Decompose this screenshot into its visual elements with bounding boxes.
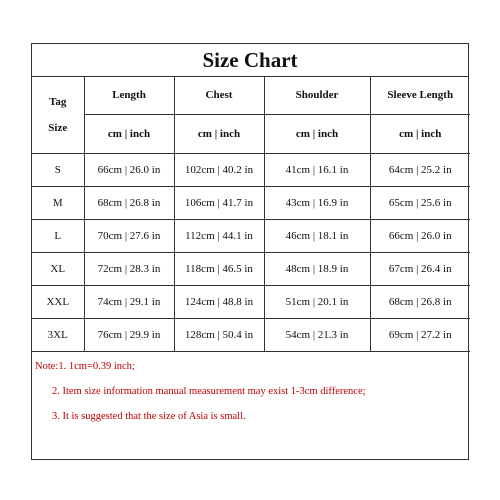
size-label-cell: M bbox=[32, 186, 84, 219]
note-line-3: 3. It is suggested that the size of Asia is small. bbox=[52, 410, 246, 422]
table-cell: 41cm | 16.1 in bbox=[264, 153, 370, 186]
size-label: Size bbox=[48, 121, 68, 134]
table-cell: 66cm | 26.0 in bbox=[84, 153, 174, 186]
chart-title: Size Chart bbox=[32, 44, 468, 77]
size-label-cell: S bbox=[32, 153, 84, 186]
size-chart bbox=[31, 43, 469, 460]
tag-label: Tag bbox=[49, 95, 67, 108]
table-cell: 68cm | 26.8 in bbox=[370, 285, 470, 318]
table-cell: 43cm | 16.9 in bbox=[264, 186, 370, 219]
tag-size-header bbox=[32, 77, 84, 153]
column-header-sleeve-length: Sleeve Length bbox=[370, 77, 470, 114]
notes-section bbox=[32, 352, 468, 435]
table-cell: 70cm | 27.6 in bbox=[84, 219, 174, 252]
table-row bbox=[32, 219, 470, 252]
table-row bbox=[32, 252, 470, 285]
table-cell: 106cm | 41.7 in bbox=[174, 186, 264, 219]
table-row bbox=[32, 285, 470, 318]
column-header-shoulder: Shoulder bbox=[264, 77, 370, 114]
column-header-length: Length bbox=[84, 77, 174, 114]
table-cell: 68cm | 26.8 in bbox=[84, 186, 174, 219]
column-header-chest: Chest bbox=[174, 77, 264, 114]
table-row bbox=[32, 186, 470, 219]
table-cell: 74cm | 29.1 in bbox=[84, 285, 174, 318]
table-cell: 51cm | 20.1 in bbox=[264, 285, 370, 318]
table-row bbox=[32, 153, 470, 186]
table-cell: 102cm | 40.2 in bbox=[174, 153, 264, 186]
table-cell: 124cm | 48.8 in bbox=[174, 285, 264, 318]
table-cell: 46cm | 18.1 in bbox=[264, 219, 370, 252]
table-cell: 48cm | 18.9 in bbox=[264, 252, 370, 285]
table-unit-row bbox=[32, 114, 470, 153]
size-label-cell: L bbox=[32, 219, 84, 252]
table-cell: 54cm | 21.3 in bbox=[264, 318, 370, 351]
table-cell: 65cm | 25.6 in bbox=[370, 186, 470, 219]
note-line-1: Note:1. 1cm=0.39 inch; bbox=[35, 360, 135, 372]
table-cell: 112cm | 44.1 in bbox=[174, 219, 264, 252]
size-label-cell: XXL bbox=[32, 285, 84, 318]
size-label-cell: 3XL bbox=[32, 318, 84, 351]
unit-chest: cm | inch bbox=[174, 114, 264, 153]
table-cell: 64cm | 25.2 in bbox=[370, 153, 470, 186]
note-line-2: 2. Item size information manual measurement may exist 1-3cm difference; bbox=[52, 385, 366, 397]
table-cell: 72cm | 28.3 in bbox=[84, 252, 174, 285]
unit-shoulder: cm | inch bbox=[264, 114, 370, 153]
table-cell: 66cm | 26.0 in bbox=[370, 219, 470, 252]
table-cell: 69cm | 27.2 in bbox=[370, 318, 470, 351]
size-label-cell: XL bbox=[32, 252, 84, 285]
size-table bbox=[32, 77, 470, 352]
table-cell: 128cm | 50.4 in bbox=[174, 318, 264, 351]
table-cell: 76cm | 29.9 in bbox=[84, 318, 174, 351]
table-cell: 67cm | 26.4 in bbox=[370, 252, 470, 285]
unit-sleeve-length: cm | inch bbox=[370, 114, 470, 153]
table-header-row bbox=[32, 77, 470, 114]
table-row bbox=[32, 318, 470, 351]
table-cell: 118cm | 46.5 in bbox=[174, 252, 264, 285]
unit-length: cm | inch bbox=[84, 114, 174, 153]
